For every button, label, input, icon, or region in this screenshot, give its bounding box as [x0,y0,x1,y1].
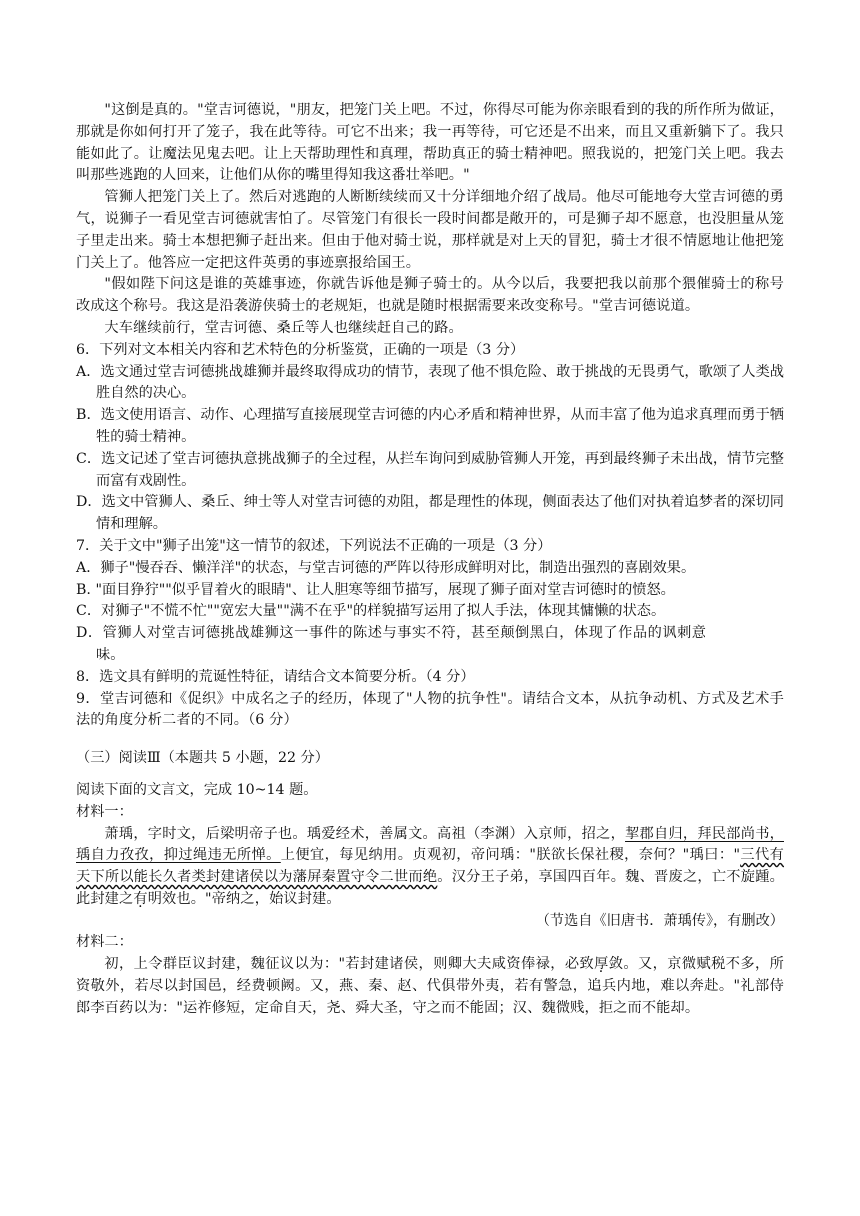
question-9: 9．堂吉诃德和《促织》中成名之子的经历，体现了"人物的抗争性"。请结合文本，从抗争动机、方式及艺术手法的角度分析二者的不同。（6 分） [76,690,784,729]
passage-paragraph: 管狮人把笼门关上了。然后对逃跑的人断断续续而又十分详细地介绍了战局。他尽可能地夸大堂吉诃德的勇气，说狮子一看见堂吉诃德就害怕了。尽管笼门有很长一段时间都是敞开的，可是狮子却不愿意，也没胆量从笼子里走出来。骑士本想把狮子赶出来。但由于他对骑士说，那样就是对上天的冒犯，骑士才很不情愿地让他把笼门关上了。他答应一定把这件英勇的事迹禀报给国王。 [76,189,784,271]
section-3-instruction: 阅读下面的文言文，完成 10~14 题。 [76,781,318,798]
question-7-option-a: A．狮子"慢吞吞、懒洋洋"的状态，与堂吉诃德的严阵以待形成鲜明对比，制造出强烈的喜剧效果。 [76,559,696,576]
material-1-label: 材料一： [76,803,133,820]
question-8: 8．选文具有鲜明的荒诞性特征，请结合文本简要分析。（4 分） [76,668,475,685]
underlined-sentence: 挈郡自归，拜民部尚书，瑀自力孜孜，抑过绳违无所惮。 [76,825,784,864]
question-7-stem: 7．关于文中"狮子出笼"这一情节的叙述，下列说法不正确的一项是（3 分） [76,537,552,554]
passage-paragraph: 大车继续前行，堂吉诃德、桑丘等人也继续赶自己的路。 [104,319,463,336]
question-7-option-d: D．管狮人对堂吉诃德挑战雄狮这一事件的陈述与事实不符，甚至颠倒黑白，体现了作品的讽刺意味。 [76,625,706,663]
material-2-text: 初，上令群臣议封建，魏征议以为："若封建诸侯，则卿大夫咸资俸禄，必致厚敛。又，京微赋税不多，所资敬外，若尽以封国邑，经费顿阙。又，燕、秦、赵、代俱带外夷，若有警急，追兵内地，难以奔赴。"礼部侍郎李百药以为："运祚修短，定命自天，尧、舜大圣，守之而不能固；汉、魏微贱，拒之而不能却。 [76,956,785,1016]
passage-paragraph: "假如陛下问这是谁的英雄事迹，你就告诉他是狮子骑士的。从今以后，我要把我以前那个猥催骑士的称号改成这个称号。我这是沿袭游侠骑士的老规矩，也就是随时根据需要来改变称号。"堂吉诃德说道。 [76,276,784,315]
dotted-character: 致 [579,956,595,973]
question-6-option-d: D．选文中管狮人、桑丘、绅士等人对堂吉诃德的劝阻，都是理性的体现，侧面表达了他们对执着追梦者的深切同情和理解。 [76,494,784,533]
material-1-text: 萧瑀，字时文，后梁明帝子也。瑀爱经术，善属文。高祖（李渊）入京师，招之，挈郡自归，拜民部尚书，瑀自力孜孜，抑过绳违无所惮。上便宜，每见纳用。贞观初，帝问瑀："朕欲长保社稷，奈何？"瑀曰："三代有天下所以能长久者类封建诸侯以为藩屏秦置守令二世而绝。汉分王子弟，享国四百年。魏、晋废之，亡不旋踵。此封建之有明效也。"帝纳之，始议封建。 [76,825,785,907]
question-7-option-b: B. "面目狰狞""似乎冒着火的眼睛"、让人胆寒等细节描写，展现了狮子面对堂吉诃德时的愤怒。 [76,581,675,598]
dotted-character: 之 [119,890,134,907]
question-7-option-c: C．对狮子"不慌不忙""宽宏大量""满不在乎"的样貌描写运用了拟人手法，体现其慵懒的状态。 [76,603,666,620]
question-6-option-c: C．选文记述了堂吉诃德执意挑战狮子的全过程，从拦车询问到威胁管狮人开笼，再到最终狮子未出战，情节完整而富有戏剧性。 [76,450,784,489]
question-6-option-b: B．选文使用语言、动作、心理描写直接展现堂吉诃德的内心矛盾和精神世界，从而丰富了他为追求真理而勇于牺牲的骑士精神。 [76,407,784,445]
material-2-label: 材料二： [76,934,133,951]
document-page [76,100,784,1020]
passage-paragraph: "这倒是真的。"堂吉诃德说，"朋友，把笼门关上吧。不过，你得尽可能为你亲眼看到的我的所作所为做证，那就是你如何打开了笼子，我在此等待。可它不出来；我一再等待，可它还是不出来，而且又重新躺下了。我只能如此了。让魔法见鬼去吧。让上天帮助理性和真理，帮助真正的骑士精神吧。照我说的，把笼门关上吧。我去叫那些逃跑的人回来，让他们从你的嘴里得知我这番壮举吧。" [76,102,784,184]
question-6-stem: 6．下列对文本相关内容和艺术特色的分析鉴赏，正确的一项是（3 分） [76,341,525,358]
section-3-title: （三）阅读Ⅲ（本题共 5 小题，22 分） [76,750,329,767]
wavy-underlined-sentence: 三代有天下所以能长久者类封建诸侯以为藩屏秦置守令二世而绝 [76,847,785,886]
question-6-option-a: A．选文通过堂吉诃德挑战雄狮并最终取得成功的情节，表现了他不惧危险、敢于挑战的无畏勇气，歌颂了人类战胜自然的决心。 [76,363,784,402]
material-1-source: （节选自《旧唐书．萧瑀传》，有删改） [535,912,784,929]
